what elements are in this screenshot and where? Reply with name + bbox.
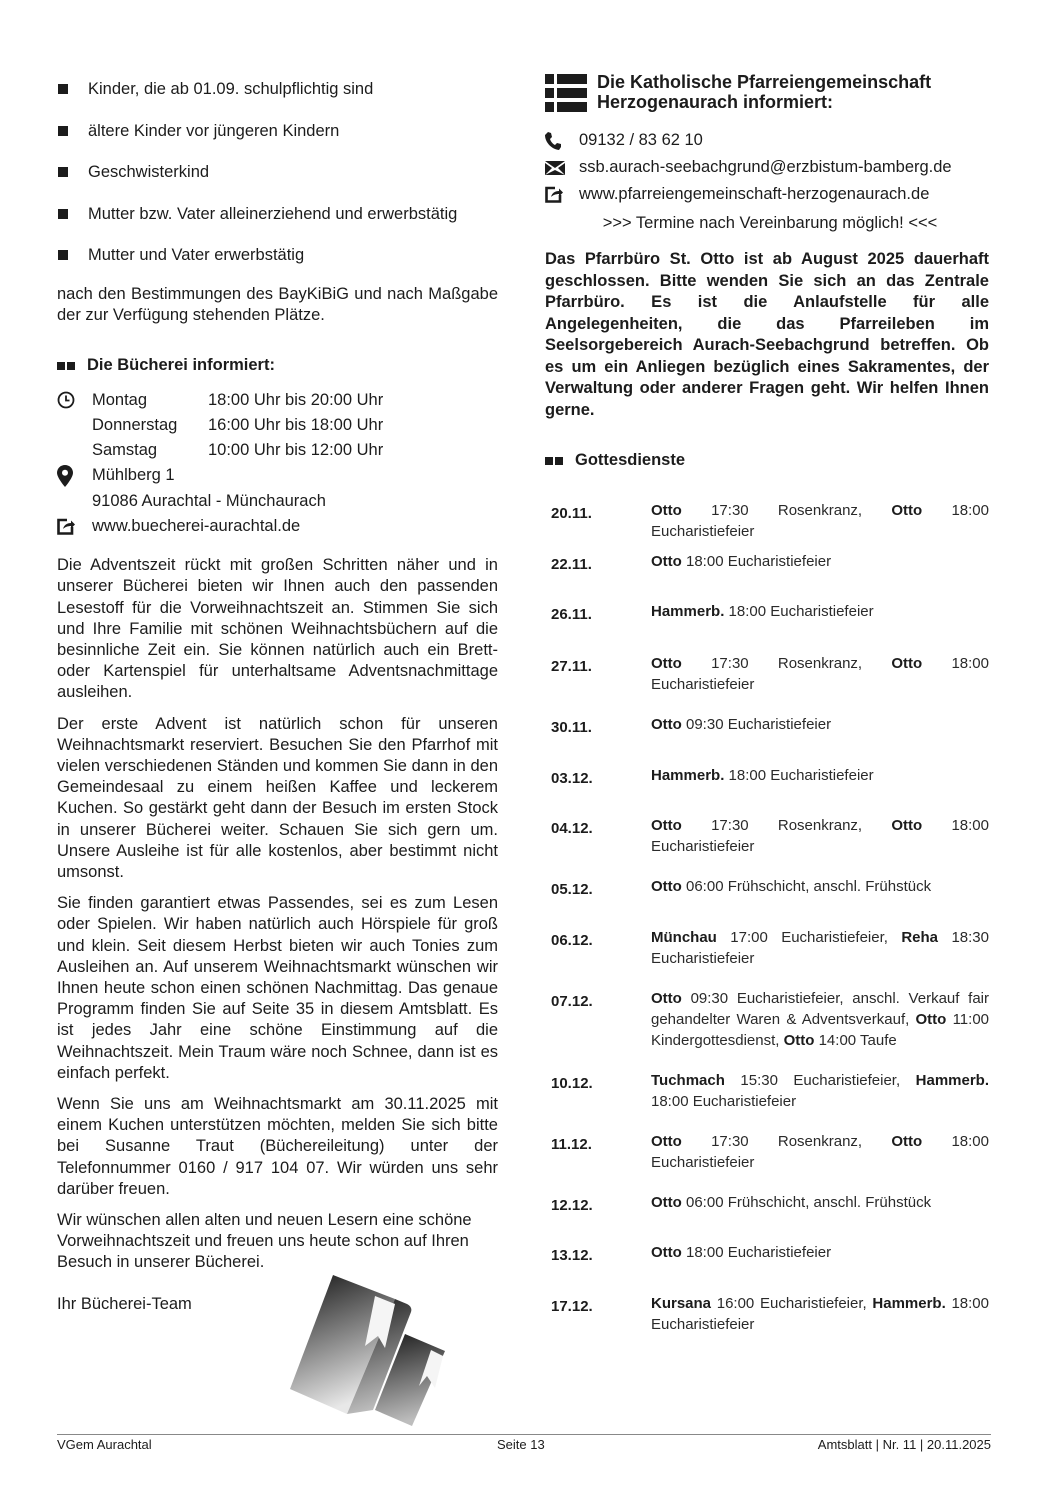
criteria-list xyxy=(57,78,498,286)
service-date: 06.12. xyxy=(551,931,593,949)
service-date: 12.12. xyxy=(551,1196,593,1214)
service-detail: 17:30 Rosenkranz, xyxy=(681,502,892,519)
service-location: Otto xyxy=(783,1031,815,1049)
service-detail: 11:00 Kindergottesdienst, xyxy=(651,1010,989,1049)
double-square-icon xyxy=(545,457,563,465)
parish-website-link[interactable]: www.pfarreiengemeinschaft-herzogenaurach.de xyxy=(579,185,930,203)
service-detail: 18:00 Eucharistiefeier xyxy=(681,552,832,570)
hours-row: Donnerstag 16:00 Uhr bis 18:00 Uhr xyxy=(92,415,384,434)
service-description xyxy=(651,1131,989,1192)
service-detail: 18:00 Eucharistiefeier xyxy=(651,1132,989,1171)
address-row: 91086 Aurachtal - Münchaurach xyxy=(92,491,326,510)
external-link-icon xyxy=(545,186,579,203)
service-row xyxy=(545,500,989,551)
service-description xyxy=(651,765,989,816)
office-notice: Das Pfarrbüro St. Otto ist ab August 2025 dauerhaft geschlossen. Bitte wenden Sie sich an das Zentrale Pfarrbüro. Es ist die Anlaufstelle für alle Angelegenheiten, die das Pfarreileben im Seelsorgebereich Aurach-Seebachgrund betreffen. Ob es um ein Anliegen bezüglich eines Sakramentes, der Verwaltung oder anderer Fragen geht. Wir helfen Ihnen gerne. xyxy=(545,250,989,419)
service-detail: 18:30 Eucharistiefeier xyxy=(651,928,989,967)
right-column xyxy=(545,72,989,1343)
paragraph: Der erste Advent ist natürlich schon für unseren Weihnachtsmarkt reserviert. Besuchen Sie den Pfarrhof mit vielen verschiedenen Ständen und kommen Sie dann in den Gemeindesaal zu einem heißen Kaffee und leckerem Kuchen. So gestärkt geht dann der Besuch im ersten Stock in unserer Bücherei weiter. Schauen Sie sich gern um. Unsere Ausleihe ist für alle kostenlos, aber bestimmt nicht umsonst. xyxy=(57,714,498,881)
list-item: Geschwisterkind xyxy=(57,161,498,203)
paragraph: Die Adventszeit rückt mit großen Schritten näher und in unserer Bücherei bieten wir Ihnen auch den passenden Lesestoff für die Vorweihnachtszeit an. Stimmen Sie sich und Ihre Familie mit schönen Weihnachtsbüchern auf die besinnliche Zeit ein. Sie können natürlich auch ein Brett- oder Kartenspiel für unterhaltsame Adventsnachmittage ausleihen. xyxy=(57,556,498,702)
service-date: 13.12. xyxy=(551,1247,593,1264)
library-website-link[interactable]: www.buecherei-aurachtal.de xyxy=(92,517,301,535)
service-date: 20.11. xyxy=(551,505,592,522)
service-description xyxy=(651,1070,989,1131)
service-row xyxy=(545,1131,989,1192)
service-date: 07.12. xyxy=(551,992,593,1010)
library-heading: Die Bücherei informiert: xyxy=(57,356,498,375)
service-location: Otto xyxy=(651,989,682,1007)
service-row xyxy=(545,551,989,602)
service-location: Otto xyxy=(651,878,682,895)
service-location: Otto xyxy=(651,716,682,733)
parish-title: Die Katholische Pfarreiengemeinschaft Herzogenaurach informiert: xyxy=(597,72,932,112)
service-location: Reha xyxy=(901,928,939,946)
map-pin-icon xyxy=(57,465,92,487)
service-location: Otto xyxy=(651,655,682,672)
service-location: Otto xyxy=(651,502,682,519)
phone-number[interactable]: 09132 / 83 62 10 xyxy=(579,131,703,149)
service-detail: 18:00 Eucharistiefeier xyxy=(651,1294,989,1333)
service-row xyxy=(545,1242,989,1293)
service-date: 03.12. xyxy=(551,769,593,787)
service-date: 26.11. xyxy=(551,606,592,623)
address-row: Mühlberg 1 xyxy=(57,463,498,488)
service-date: 10.12. xyxy=(551,1074,593,1092)
signature: Ihr Bücherei-Team xyxy=(57,1294,192,1313)
service-location: Kursana xyxy=(651,1294,712,1312)
service-description xyxy=(651,927,989,988)
service-description xyxy=(651,1242,989,1293)
service-location: Otto xyxy=(651,1244,682,1261)
service-location: Otto xyxy=(651,552,682,570)
list-item: Kinder, die ab 01.09. schulpflichtig sind xyxy=(57,78,498,120)
square-bullet-icon xyxy=(58,126,68,136)
footer-page-number: Seite 13 xyxy=(497,1437,545,1452)
parish-contact xyxy=(545,127,989,208)
website-row xyxy=(57,514,498,539)
square-bullet-icon xyxy=(58,84,68,94)
service-location: Otto xyxy=(891,655,923,672)
service-location: Otto xyxy=(651,817,682,834)
service-row xyxy=(545,876,989,927)
left-column xyxy=(57,78,498,1325)
service-location: Münchau xyxy=(651,928,717,946)
service-detail: 18:00 Eucharistiefeier xyxy=(651,655,989,693)
service-row xyxy=(545,714,989,765)
service-row xyxy=(545,1192,989,1243)
footer-divider xyxy=(57,1434,991,1435)
envelope-icon xyxy=(545,161,579,175)
hours-row: Montag 18:00 Uhr bis 20:00 Uhr xyxy=(57,387,498,412)
service-description xyxy=(651,1192,989,1243)
service-description xyxy=(651,876,989,927)
square-bullet-icon xyxy=(58,250,68,260)
service-location: Hammerb. xyxy=(915,1071,989,1089)
service-detail: 18:00 Eucharistiefeier xyxy=(724,603,874,620)
footer-publisher: VGem Aurachtal xyxy=(57,1437,152,1452)
service-row xyxy=(545,927,989,988)
paragraph: Wir wünschen allen alten und neuen Lesern eine schöne Vorweihnachtszeit und freuen uns heute schon auf Ihren Besuch in unserer Bücherei. xyxy=(57,1211,472,1272)
service-description xyxy=(651,653,989,714)
website-row xyxy=(545,181,989,208)
phone-icon xyxy=(545,132,579,150)
service-detail: 17:30 Rosenkranz, xyxy=(681,1132,892,1150)
service-detail: 09:30 Eucharistiefeier, anschl. Verkauf fair gehandelter Waren & Adventsverkauf, xyxy=(651,989,989,1028)
service-row xyxy=(545,601,989,653)
square-bullet-icon xyxy=(58,209,68,219)
service-detail: 18:00 Eucharistiefeier xyxy=(651,502,989,540)
service-row xyxy=(545,653,989,714)
service-detail: 18:00 Eucharistiefeier xyxy=(724,766,874,784)
service-location: Hammerb. xyxy=(872,1294,946,1312)
external-link-icon xyxy=(57,518,92,535)
service-location: Otto xyxy=(915,1010,947,1028)
service-detail: 06:00 Frühschicht, anschl. Frühstück xyxy=(681,878,932,895)
clock-icon xyxy=(57,391,92,409)
service-description xyxy=(651,500,989,551)
service-row xyxy=(545,1293,989,1344)
phone-row xyxy=(545,127,989,154)
service-description xyxy=(651,551,989,602)
service-detail: 17:30 Rosenkranz, xyxy=(681,655,892,672)
service-detail: 06:00 Frühschicht, anschl. Frühstück xyxy=(681,1193,932,1211)
service-date: 04.12. xyxy=(551,820,593,837)
criteria-footnote: nach den Bestimmungen des BayKiBiG und nach Maßgabe der zur Verfügung stehenden Plätze. xyxy=(57,284,498,325)
service-detail: 16:00 Eucharistiefeier, xyxy=(711,1294,873,1312)
service-description xyxy=(651,601,989,653)
library-info xyxy=(57,387,498,539)
service-row xyxy=(545,765,989,816)
service-location: Otto xyxy=(651,1193,682,1211)
service-date: 22.11. xyxy=(551,555,592,573)
double-square-icon xyxy=(57,362,75,370)
service-date: 27.11. xyxy=(551,658,592,675)
service-location: Tuchmach xyxy=(651,1071,725,1089)
service-detail: 17:00 Eucharistiefeier, xyxy=(716,928,902,946)
square-bullet-icon xyxy=(58,167,68,177)
service-row xyxy=(545,815,989,876)
service-date: 11.12. xyxy=(551,1135,592,1153)
service-date: 17.12. xyxy=(551,1297,593,1315)
service-date: 30.11. xyxy=(551,719,592,736)
list-item: Mutter bzw. Vater alleinerziehend und erwerbstätig xyxy=(57,203,498,245)
service-location: Otto xyxy=(891,1132,923,1150)
service-detail: 14:00 Taufe xyxy=(814,1031,897,1049)
parish-header xyxy=(545,72,989,113)
list-logo-icon xyxy=(545,73,587,113)
service-detail: 18:00 Eucharistiefeier xyxy=(651,1092,797,1110)
service-location: Otto xyxy=(891,502,923,519)
service-row xyxy=(545,1070,989,1131)
hours-row: Samstag 10:00 Uhr bis 12:00 Uhr xyxy=(92,441,384,460)
service-description xyxy=(651,1293,989,1344)
appointment-note: >>> Termine nach Vereinbarung möglich! <<< xyxy=(602,214,938,232)
email-row xyxy=(545,154,989,181)
service-detail: 15:30 Eucharistiefeier, xyxy=(724,1071,916,1089)
service-row xyxy=(545,988,989,1070)
service-location: Otto xyxy=(651,1132,682,1150)
email-link[interactable]: ssb.aurach-seebachgrund@erzbistum-bamberg.de xyxy=(579,158,952,176)
service-detail: 17:30 Rosenkranz, xyxy=(681,817,892,834)
service-description xyxy=(651,714,989,765)
services-heading: Gottesdienste xyxy=(545,451,989,470)
list-item: Mutter und Vater erwerbstätig xyxy=(57,244,498,286)
service-location: Hammerb. xyxy=(651,766,725,784)
books-illustration-icon xyxy=(285,1268,455,1433)
service-description xyxy=(651,815,989,876)
paragraph: Sie finden garantiert etwas Passendes, sei es zum Lesen oder Spielen. Wir haben natürlich auch Hörspiele für groß und klein. Seit diesem Herbst bieten wir auch Tonies zum Ausleihen an. Auf unserem Weihnachtsmarkt wünschen wir Ihnen heute schon einen schönen Nachmittag. Das genaue Programm finden Sie auf Seite 35 in diesem Amtsblatt. Es ist jedes Jahr eine schöne Einstimmung auf die Weihnachtszeit. Mein Traum wäre noch Schnee, dann ist es einfach perfekt. xyxy=(57,894,498,1082)
service-detail: 18:00 Eucharistiefeier xyxy=(681,1244,832,1261)
services-list xyxy=(545,500,989,1343)
service-date: 05.12. xyxy=(551,881,593,898)
paragraph: Wenn Sie uns am Weihnachtsmarkt am 30.11.2025 mit einem Kuchen unterstützen möchten, melden Sie sich bitte bei Susanne Traut (Büchereileitung) unter der Telefonnummer 0160 / 917 104 07. Wir würden uns sehr darüber freuen. xyxy=(57,1095,498,1198)
footer-issue: Amtsblatt | Nr. 11 | 20.11.2025 xyxy=(817,1437,991,1452)
service-detail: 09:30 Eucharistiefeier xyxy=(681,716,832,733)
service-detail: 18:00 Eucharistiefeier xyxy=(651,817,989,855)
service-description xyxy=(651,988,989,1070)
service-location: Otto xyxy=(891,817,923,834)
service-location: Hammerb. xyxy=(651,603,725,620)
library-article xyxy=(57,555,498,1315)
list-item: ältere Kinder vor jüngeren Kindern xyxy=(57,120,498,162)
